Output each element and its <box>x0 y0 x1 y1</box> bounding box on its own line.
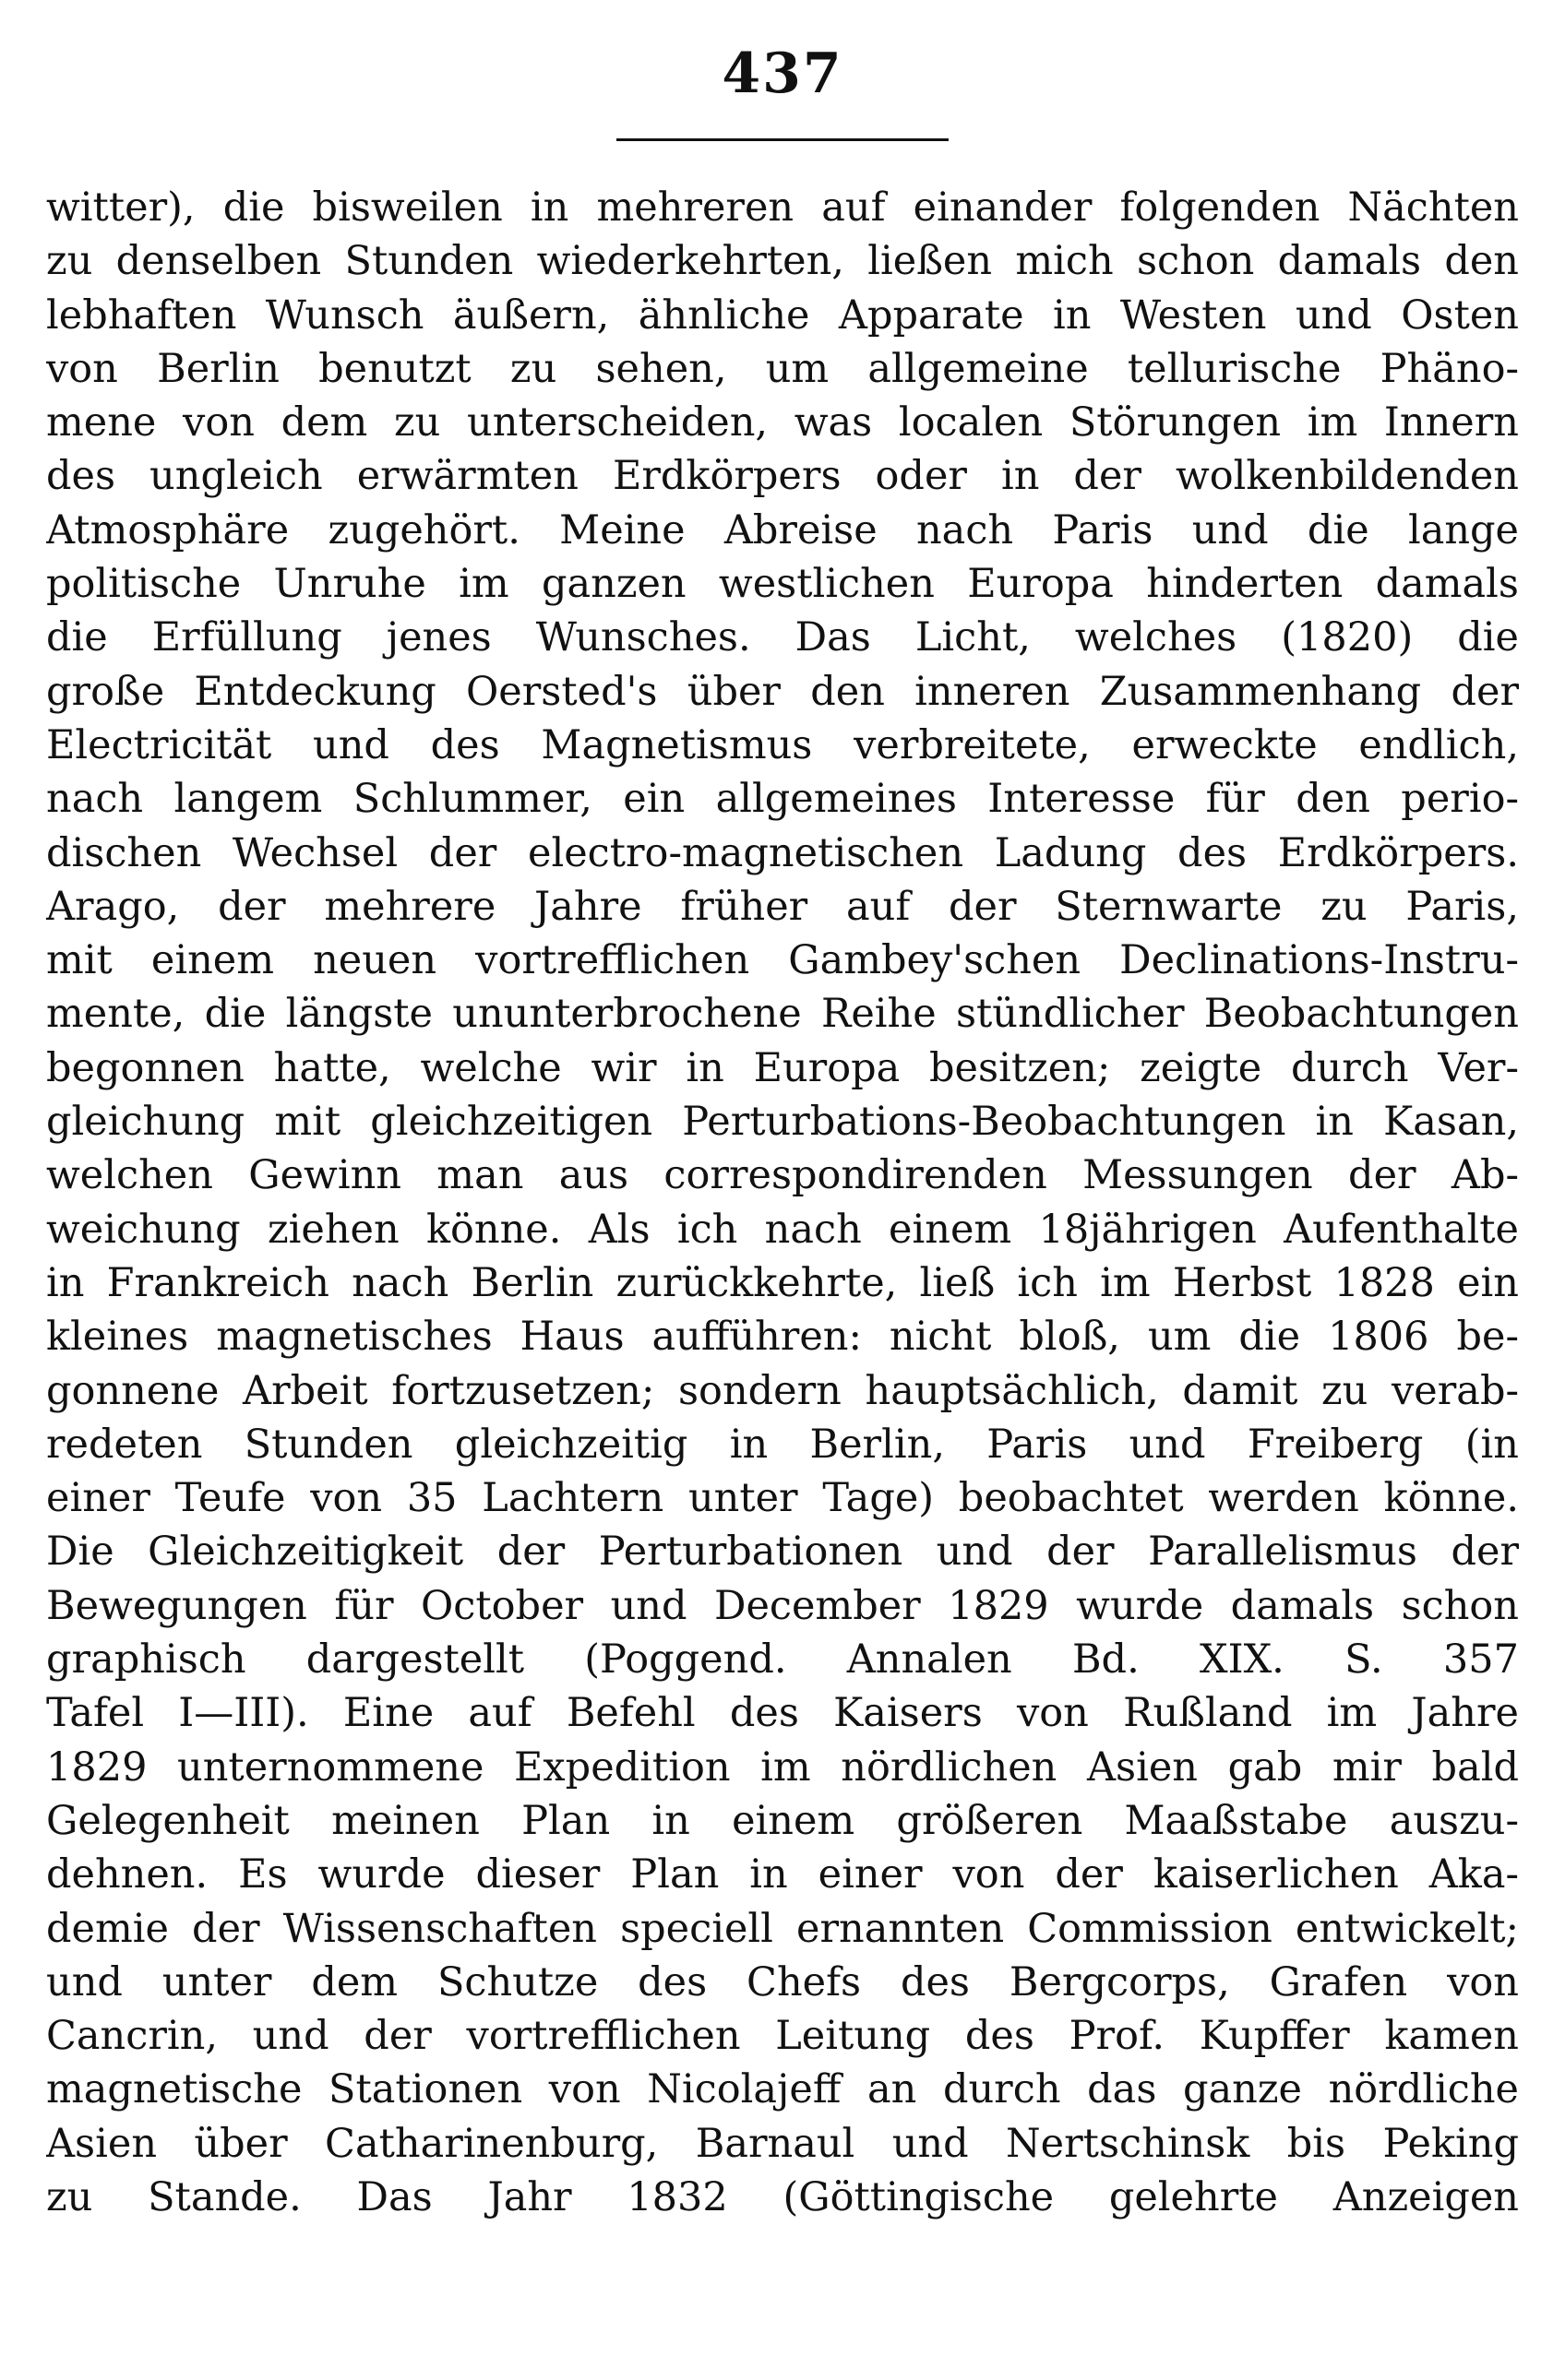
text-line: mene von dem zu unterscheiden, was localen Störungen im Innern <box>46 399 1519 446</box>
text-line: mente, die längste ununterbrochene Reihe stündlicher Beobachtungen <box>46 991 1519 1038</box>
page-number: 437 <box>722 42 843 106</box>
text-line: gonnene Arbeit fortzusetzen; sondern hauptsächlich, damit zu verab- <box>46 1367 1519 1414</box>
text-line: demie der Wissenschaften speciell ernannten Commission entwickelt; <box>46 1905 1519 1952</box>
text-line: und unter dem Schutze des Chefs des Bergcorps, Grafen von <box>46 1958 1519 2005</box>
text-line: von Berlin benutzt zu sehen, um allgemeine tellurische Phäno- <box>46 345 1519 392</box>
text-line: gleichung mit gleichzeitigen Perturbations-Beobachtungen in Kasan, <box>46 1099 1519 1146</box>
body-text <box>46 181 1519 2224</box>
text-line: 1829 unternommene Expedition im nördlichen Asien gab mir bald <box>46 1743 1519 1791</box>
text-line: weichung ziehen könne. Als ich nach einem 18jährigen Aufenthalte <box>46 1206 1519 1253</box>
text-line: die Erfüllung jenes Wunsches. Das Licht, welches (1820) die <box>46 614 1519 661</box>
text-line: zu Stande. Das Jahr 1832 (Göttingische gelehrte Anzeigen <box>46 2173 1519 2220</box>
text-line: magnetische Stationen von Nicolajeff an durch das ganze nördliche <box>46 2066 1519 2113</box>
text-line: einer Teufe von 35 Lachtern unter Tage) beobachtet werden könne. <box>46 1475 1519 1522</box>
text-line: Gelegenheit meinen Plan in einem größeren Maaßstabe auszu- <box>46 1797 1519 1844</box>
text-line: in Frankreich nach Berlin zurückkehrte, ließ ich im Herbst 1828 ein <box>46 1259 1519 1306</box>
text-line: graphisch dargestellt (Poggend. Annalen Bd. XIX. S. 357 <box>46 1636 1519 1684</box>
text-line: zu denselben Stunden wiederkehrten, ließen mich schon damals den <box>46 238 1519 285</box>
text-line: Electricität und des Magnetismus verbreitete, erweckte endlich, <box>46 721 1519 768</box>
text-line: witter), die bisweilen in mehreren auf einander folgenden Nächten <box>46 184 1519 231</box>
text-line: große Entdeckung Oersted's über den inneren Zusammenhang der <box>46 668 1519 715</box>
text-line: kleines magnetisches Haus aufführen: nicht bloß, um die 1806 be- <box>46 1314 1519 1361</box>
text-line: Cancrin, und der vortrefflichen Leitung des Prof. Kupffer kamen <box>46 2013 1519 2060</box>
text-line: begonnen hatte, welche wir in Europa besitzen; zeigte durch Ver- <box>46 1044 1519 1091</box>
text-line: redeten Stunden gleichzeitig in Berlin, Paris und Freiberg (in <box>46 1421 1519 1468</box>
text-line: lebhaften Wunsch äußern, ähnliche Apparate in Westen und Osten <box>46 292 1519 339</box>
text-line: politische Unruhe im ganzen westlichen Europa hinderten damals <box>46 561 1519 608</box>
text-line: des ungleich erwärmten Erdkörpers oder in der wolkenbildenden <box>46 453 1519 500</box>
text-line: welchen Gewinn man aus correspondirenden Messungen der Ab- <box>46 1152 1519 1199</box>
text-line: Tafel I—III). Eine auf Befehl des Kaisers von Rußland im Jahre <box>46 1690 1519 1737</box>
header-rule <box>616 138 949 141</box>
text-line: Atmosphäre zugehört. Meine Abreise nach Paris und die lange <box>46 506 1519 553</box>
text-line: Bewegungen für October und December 1829 wurde damals schon <box>46 1582 1519 1629</box>
text-line: dehnen. Es wurde dieser Plan in einer von der kaiserlichen Aka- <box>46 1851 1519 1898</box>
text-line: Die Gleichzeitigkeit der Perturbationen und der Parallelismus der <box>46 1529 1519 1576</box>
text-line: Asien über Catharinenburg, Barnaul und Nertschinsk bis Peking <box>46 2120 1519 2167</box>
text-line: nach langem Schlummer, ein allgemeines Interesse für den perio- <box>46 776 1519 823</box>
text-line: Arago, der mehrere Jahre früher auf der Sternwarte zu Paris, <box>46 883 1519 930</box>
text-line: mit einem neuen vortrefflichen Gambey'schen Declinations-Instru- <box>46 937 1519 984</box>
text-line: dischen Wechsel der electro-magnetischen Ladung des Erdkörpers. <box>46 829 1519 876</box>
